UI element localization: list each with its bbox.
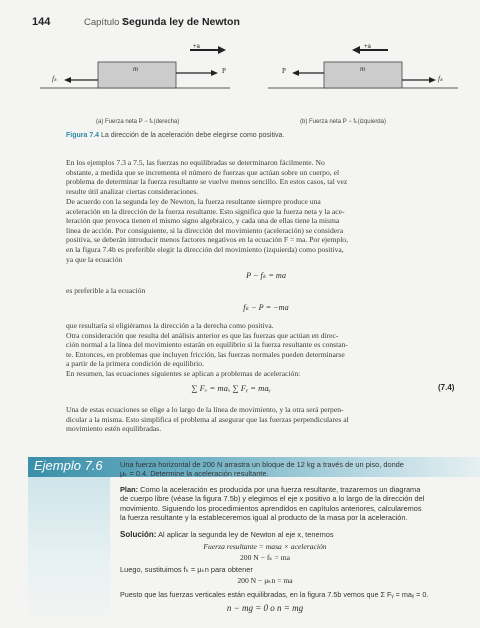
- text-line: es preferible a la ecuación: [66, 286, 146, 295]
- text-line: resulte útil analizar ciertas consideraciones.: [66, 186, 199, 196]
- chapter-title: Segunda ley de Newton: [122, 16, 240, 28]
- text-line: dicular a la misma. Esto simplifica el problema al asegurar que las fuerzas perpendiculares al: [66, 414, 349, 424]
- subcaption-a: (a) Fuerza neta P − fₖ(derecha): [96, 119, 180, 125]
- text-line: Una fuerza horizontal de 200 N arrastra un bloque de 12 kg a través de un piso, donde: [120, 460, 404, 469]
- friction-label-b: fₖ: [438, 75, 443, 83]
- example-tag: Ejemplo 7.6: [34, 458, 103, 473]
- text-line: movimiento estén equilibradas.: [66, 424, 162, 434]
- figure-7-4-diagram: [40, 40, 460, 108]
- paragraph-2: [66, 197, 466, 264]
- equation-7-4: ∑ Fₓ = maₓ ∑ Fᵧ = maᵧ: [191, 383, 271, 393]
- paragraph-4: [66, 405, 466, 434]
- solution-label: Solución:: [120, 530, 157, 539]
- text-line: problema de determinar la fuerza resultante se vuelve menos sencillo. En estos casos, tal vez: [66, 177, 348, 187]
- equation-d: n − mg = 0 o n = mg: [226, 603, 304, 613]
- text-line: Otra consideración que resulta del análisis anterior es que las fuerzas que actúan en direc-: [66, 330, 339, 340]
- force-p-label-b: P: [282, 67, 286, 75]
- text-line: Una de estas ecuaciones se elige a lo largo de la línea de movimiento, y la otra será perpen-: [66, 405, 344, 414]
- block-label-a: m: [133, 65, 139, 73]
- accel-label-a: +a: [193, 44, 200, 50]
- text-line: En resumen, las ecuaciones siguientes se aplican a problemas de aceleración:: [66, 368, 301, 378]
- accel-label-b: +a: [364, 44, 371, 50]
- figure-caption-label: Figura 7.4: [66, 132, 100, 139]
- text-line: Luego, sustituimos fₖ = μₖn para obtener: [120, 565, 253, 574]
- text-line: de cuerpo libre (véase la figura 7.5b) y elegimos el eje x positivo a lo largo de la dirección del: [120, 494, 425, 504]
- text-line: línea de acción. Por consiguiente, si la dirección del movimiento (aceleración) se considera: [66, 225, 344, 235]
- text-line: la fuerza resultante y la estableceremos igual al producto de la masa por la aceleración.: [120, 513, 408, 523]
- friction-label-a: fₖ: [52, 75, 57, 83]
- text-line: Al aplicar la segunda ley de Newton al eje x, tenemos: [158, 530, 334, 539]
- text-line: ción normal a la línea del movimiento estarán en equilibrio si la fuerza resultante es constan-: [66, 340, 348, 350]
- text-line: μₖ = 0.4. Determine la aceleración resultante.: [120, 469, 269, 479]
- text-line: leración que provoca tienen el mismo signo algebraico, y cada una de ellas tiene la misma: [66, 216, 340, 226]
- text-line: Puesto que las fuerzas verticales están equilibradas, en la figura 7.5b vemos que Σ Fᵧ = maᵧ = 0.: [120, 590, 429, 599]
- text-line: obstante, a medida que se incrementa el número de fuerzas que actúan sobre un cuerpo, el: [66, 167, 340, 177]
- text-line: De acuerdo con la segunda ley de Newton, la fuerza resultante siempre produce una: [66, 197, 321, 206]
- paragraph-1: [66, 158, 466, 196]
- text-line: ya que la ecuación: [66, 254, 123, 264]
- equation-1: P − fₖ = ma: [246, 271, 286, 280]
- text-line: Como la aceleración es producida por una fuerza resultante, trazaremos un diagrama: [140, 485, 421, 494]
- example-solution: [120, 530, 470, 539]
- text-line: en la figura 7.4b es preferible elegir la dirección del movimiento (izquierda) como positiva,: [66, 244, 344, 254]
- block-label-b: m: [360, 65, 366, 73]
- example-statement: [120, 460, 470, 479]
- chapter-label: Capítulo 7: [84, 17, 128, 28]
- text-line: que resultaría si eligiéramos la dirección a la derecha como positiva.: [66, 321, 274, 330]
- plan-label: Plan:: [120, 485, 139, 494]
- subcaption-b: (b) Fuerza neta P − fₖ(izquierda): [300, 119, 386, 125]
- page-number: 144: [32, 16, 51, 28]
- text-line: aceleración en la dirección de la fuerza resultante. Esto significa que la fuerza neta y la ace-: [66, 206, 345, 216]
- paragraph-3: [66, 321, 466, 379]
- equation-b: 200 N − fₖ = ma: [240, 553, 290, 562]
- text-line: a partir de la primera condición de equilibrio.: [66, 359, 204, 369]
- text-line: te. Entonces, en problemas que incluyen fricción, las fuerzas normales pueden determinarse: [66, 349, 345, 359]
- example-plan: [120, 485, 470, 523]
- example-side-panel: [28, 477, 110, 628]
- figure-caption-text: La dirección de la aceleración debe elegirse como positiva.: [101, 132, 285, 139]
- figure-caption: [66, 132, 284, 139]
- equation-2: fₖ − P = −ma: [243, 303, 289, 312]
- text-line: positiva, se deberán introducir menos factores negativos en la ecuación F = ma. Por ejemplo,: [66, 235, 349, 245]
- text-line: En los ejemplos 7.3 a 7.5, las fuerzas no equilibradas se determinaron fácilmente. No: [66, 158, 325, 167]
- equation-c: 200 N − μₖn = ma: [237, 576, 293, 585]
- equation-number: (7.4): [438, 383, 455, 392]
- page-header: [0, 16, 480, 34]
- text-line: movimiento. Siguiendo los procedimientos aprendidos en capítulos anteriores, calcularemos: [120, 503, 422, 513]
- equation-a: Fuerza resultante = masa × aceleración: [203, 542, 327, 551]
- force-p-label-a: P: [222, 67, 226, 75]
